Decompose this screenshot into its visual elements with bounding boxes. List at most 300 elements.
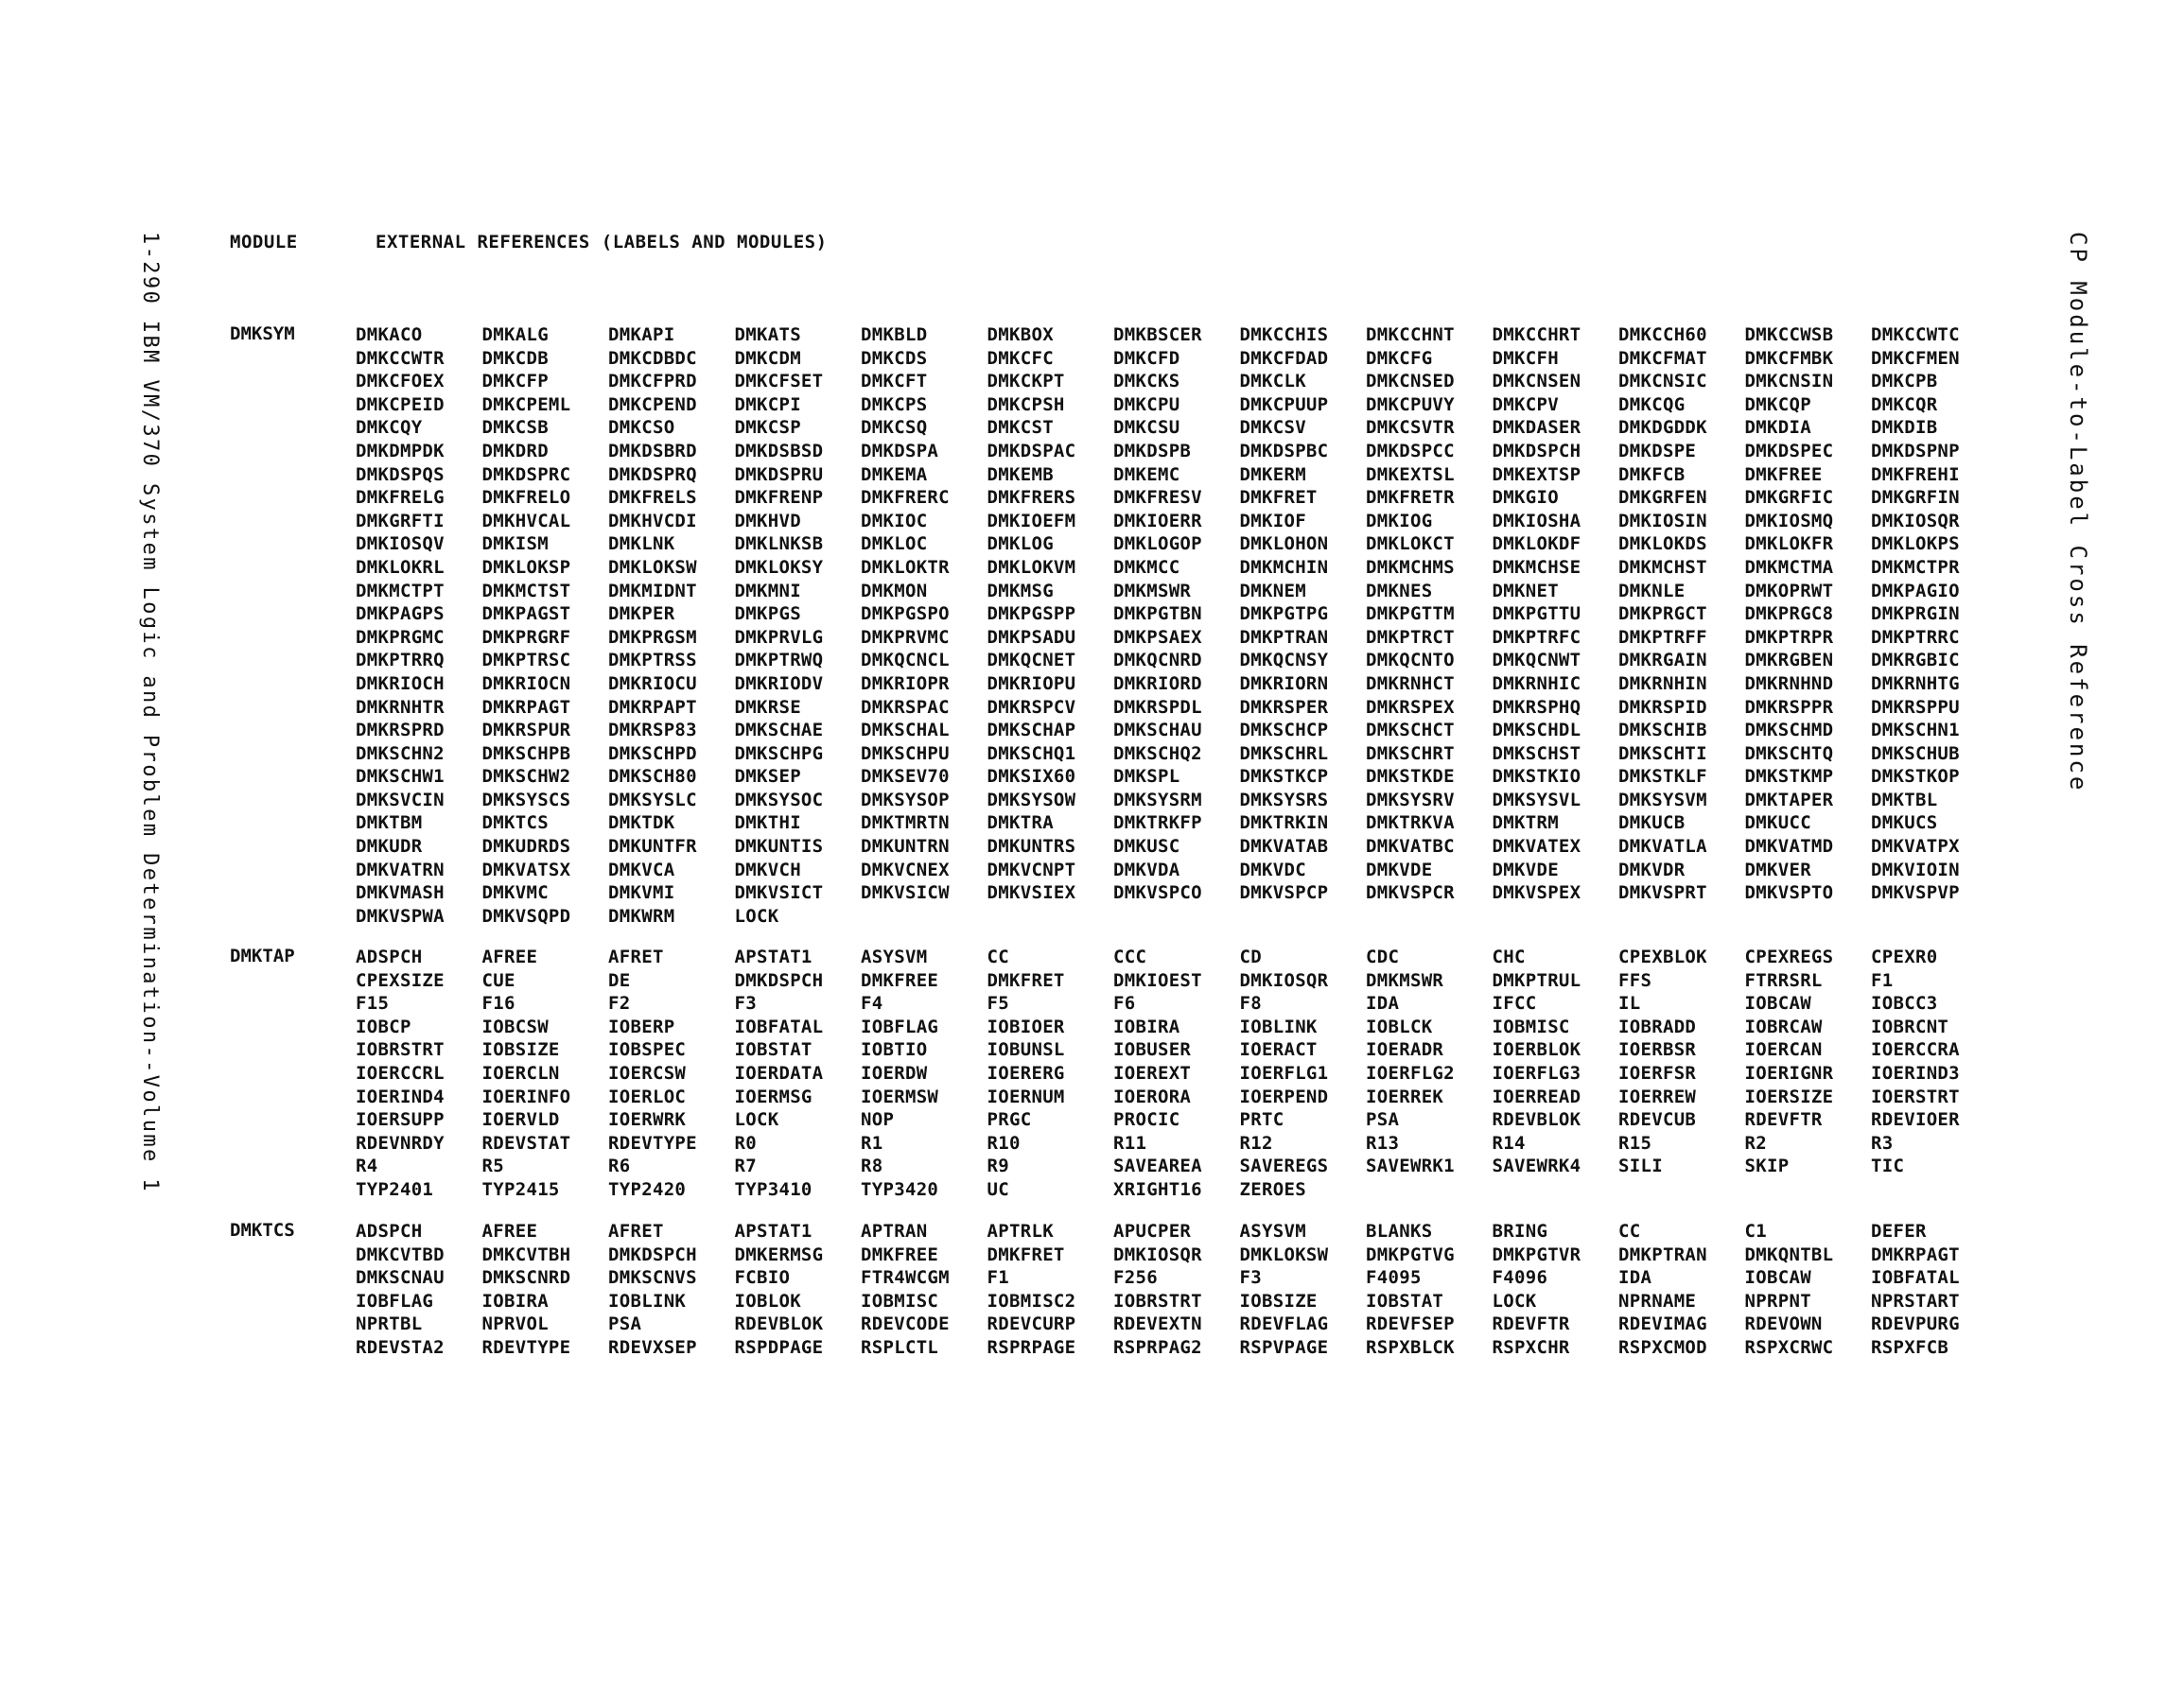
reference-label: IOEREXT bbox=[1113, 1062, 1192, 1084]
reference-label: DMKFREHI bbox=[1871, 463, 1960, 485]
reference-label: DMKFRET bbox=[1239, 487, 1318, 509]
reference-label: IOBCP bbox=[356, 1016, 411, 1037]
reference-label: DMKVDR bbox=[1618, 859, 1686, 880]
reference-label: IOERERG bbox=[987, 1062, 1065, 1084]
reference-label: R13 bbox=[1366, 1132, 1400, 1154]
reference-label: IOBSTAT bbox=[1366, 1290, 1444, 1312]
reference-label: DMKRSPDL bbox=[1113, 696, 1202, 718]
reference-label: DMKLOKPS bbox=[1871, 533, 1960, 555]
reference-label: DMKCNSED bbox=[1366, 371, 1455, 392]
reference-label: DMKSYSOP bbox=[861, 789, 950, 810]
reference-label: DMKVATRN bbox=[356, 859, 445, 880]
reference-label: DMKDGDDK bbox=[1618, 417, 1707, 439]
reference-label: DMKUCB bbox=[1618, 812, 1686, 834]
reference-label: DMKSYSLC bbox=[608, 789, 697, 810]
reference-label: NPRNAME bbox=[1618, 1290, 1697, 1312]
reference-label: RDEVSTAT bbox=[481, 1132, 571, 1154]
reference-label: R4 bbox=[356, 1156, 378, 1177]
reference-label: DMKSCHQ2 bbox=[1113, 742, 1202, 764]
reference-label: DMKCVTBD bbox=[356, 1244, 445, 1265]
reference-label: DMKHVD bbox=[734, 510, 801, 531]
reference-label: DMKVATLA bbox=[1618, 836, 1707, 858]
reference-label: DMKSIX60 bbox=[987, 766, 1076, 788]
reference-label: IOBRADD bbox=[1618, 1016, 1697, 1037]
reference-label: DMKPTRFF bbox=[1618, 626, 1707, 648]
reference-label: DMKLOKRL bbox=[356, 556, 445, 578]
reference-label: DMKUDR bbox=[356, 836, 423, 858]
reference-label: ASYSVM bbox=[1239, 1221, 1306, 1242]
reference-label: DMKRIOPU bbox=[987, 672, 1076, 694]
reference-label: DMKMCHSE bbox=[1492, 556, 1581, 578]
reference-label: DMKPAGST bbox=[481, 603, 571, 625]
reference-label: DMKTRKVA bbox=[1366, 812, 1455, 834]
reference-label: DMKQCNWT bbox=[1492, 650, 1581, 671]
reference-label: IOERINFO bbox=[481, 1086, 571, 1107]
reference-label: F2 bbox=[608, 993, 631, 1015]
reference-label: PRGC bbox=[987, 1109, 1032, 1131]
reference-label: DMKRIOCN bbox=[481, 672, 571, 694]
reference-label: DMKCSP bbox=[734, 417, 801, 439]
reference-label: DMKMCHIN bbox=[1239, 556, 1329, 578]
reference-label: DE bbox=[608, 969, 631, 991]
reference-label: IOERPEND bbox=[1239, 1086, 1329, 1107]
reference-label: DMKTCS bbox=[481, 812, 549, 834]
reference-label: DMKLOKSP bbox=[481, 556, 571, 578]
reference-label: IOBMISC bbox=[861, 1290, 939, 1312]
reference-label: DMKCPUVY bbox=[1366, 393, 1455, 415]
reference-label: DMKCDS bbox=[861, 347, 928, 369]
reference-label: DMKDSBRD bbox=[608, 440, 697, 461]
reference-label: DMKSCH80 bbox=[608, 766, 697, 788]
reference-label: IOERLOC bbox=[608, 1086, 687, 1107]
reference-label: DMKQCNCL bbox=[861, 650, 950, 671]
reference-label: DMKCNSIN bbox=[1744, 371, 1834, 392]
reference-label: RSPDPAGE bbox=[734, 1336, 824, 1358]
reference-list bbox=[356, 1220, 1998, 1360]
reference-label: DMKRIOCH bbox=[356, 672, 445, 694]
reference-label: DMKQCNSY bbox=[1239, 650, 1329, 671]
reference-label: F8 bbox=[1239, 993, 1262, 1015]
reference-label: ADSPCH bbox=[356, 1221, 423, 1242]
reference-label: DMKLOC bbox=[861, 533, 928, 555]
reference-label: RDEVBLOK bbox=[734, 1313, 824, 1335]
reference-label: DMKPTRAN bbox=[1618, 1244, 1707, 1265]
reference-label: DMKPGTVR bbox=[1492, 1244, 1581, 1265]
reference-label: DMKMON bbox=[861, 580, 928, 601]
reference-label: IOBRCNT bbox=[1871, 1016, 1949, 1037]
reference-label: DMKRSPUR bbox=[481, 720, 571, 741]
reference-label: AFRET bbox=[608, 947, 664, 967]
reference-label: IOERVLD bbox=[481, 1109, 560, 1131]
reference-label: APTRAN bbox=[861, 1221, 928, 1242]
reference-label: DMKSCHMD bbox=[1744, 720, 1834, 741]
reference-label: DMKLOKSW bbox=[608, 556, 697, 578]
reference-label: DMKAPI bbox=[608, 324, 675, 345]
reference-label: R12 bbox=[1239, 1132, 1273, 1154]
reference-label: IOERFSR bbox=[1618, 1062, 1697, 1084]
reference-label: R11 bbox=[1113, 1132, 1147, 1154]
reference-label: DMKVSPCP bbox=[1239, 882, 1329, 904]
reference-label: DMKRGAIN bbox=[1618, 650, 1707, 671]
reference-label: DMKRNHTG bbox=[1871, 672, 1960, 694]
reference-label: DMKCLK bbox=[1239, 371, 1306, 392]
reference-label: DMKSCHN1 bbox=[1871, 720, 1960, 741]
reference-label: DMKDMPDK bbox=[356, 440, 445, 461]
reference-label: DMKSYSOW bbox=[987, 789, 1076, 810]
reference-label: DMKSCNVS bbox=[608, 1267, 697, 1289]
reference-label: DMKGIO bbox=[1492, 487, 1559, 509]
reference-label: DMKPTRPR bbox=[1744, 626, 1834, 648]
reference-label: IOBSPEC bbox=[608, 1039, 687, 1061]
reference-label: DMKVATEX bbox=[1492, 836, 1581, 858]
reference-label: IOERDW bbox=[861, 1062, 928, 1084]
reference-label: DMKSCHRL bbox=[1239, 742, 1329, 764]
reference-label: DMKDSPCH bbox=[608, 1244, 697, 1265]
reference-label: IOERMSW bbox=[861, 1086, 939, 1107]
reference-label: DMKPTRRQ bbox=[356, 650, 445, 671]
reference-label: DMKEMC bbox=[1113, 463, 1180, 485]
reference-label: DMKEMB bbox=[987, 463, 1054, 485]
reference-label: F256 bbox=[1113, 1267, 1158, 1289]
reference-label: DMKFRERS bbox=[987, 487, 1076, 509]
reference-label: DMKTBM bbox=[356, 812, 423, 834]
reference-label: DMKCFSET bbox=[734, 371, 824, 392]
reference-label: DMKVIOIN bbox=[1871, 859, 1960, 880]
reference-label: DMKCFMBK bbox=[1744, 347, 1834, 369]
reference-label: IOERIND4 bbox=[356, 1086, 445, 1107]
reference-label: DMKCFP bbox=[481, 371, 549, 392]
reference-label: DMKRNHIC bbox=[1492, 672, 1581, 694]
reference-label: RSPRPAG2 bbox=[1113, 1336, 1202, 1358]
reference-label: RDEVFSEP bbox=[1366, 1313, 1455, 1335]
reference-label: DEFER bbox=[1871, 1221, 1927, 1242]
reference-label: DMKRIORN bbox=[1239, 672, 1329, 694]
reference-label: DMKVSICT bbox=[734, 882, 824, 904]
reference-label: DMKPTRSC bbox=[481, 650, 571, 671]
reference-label: DMKERMSG bbox=[734, 1244, 824, 1265]
reference-label: DMKTAPER bbox=[1744, 789, 1834, 810]
reference-label: F3 bbox=[1239, 1267, 1262, 1289]
reference-label: DMKPTRAN bbox=[1239, 626, 1329, 648]
reference-label: DMKTRM bbox=[1492, 812, 1559, 834]
reference-label: DMKDSPNP bbox=[1871, 440, 1960, 461]
reference-label: DMKSCHCT bbox=[1366, 720, 1455, 741]
reference-label: IOBUSER bbox=[1113, 1039, 1192, 1061]
reference-label: DMKLOKDS bbox=[1618, 533, 1707, 555]
reference-label: DMKSYSCS bbox=[481, 789, 571, 810]
reference-label: DMKIOF bbox=[1239, 510, 1306, 531]
reference-label: DMKCFG bbox=[1366, 347, 1433, 369]
reference-label: TYP3410 bbox=[734, 1178, 812, 1200]
reference-label: DMKPER bbox=[608, 603, 675, 625]
reference-label: DMKCCHRT bbox=[1492, 324, 1581, 345]
reference-label: IOBSTAT bbox=[734, 1039, 812, 1061]
reference-label: DMKSCHDL bbox=[1492, 720, 1581, 741]
reference-label: IOERBLOK bbox=[1492, 1039, 1581, 1061]
reference-label: UC bbox=[987, 1178, 1009, 1200]
reference-label: DMKDASER bbox=[1492, 417, 1581, 439]
reference-label: LOCK bbox=[734, 1109, 779, 1131]
reference-label: DMKFRELG bbox=[356, 487, 445, 509]
reference-label: DMKCCWTR bbox=[356, 347, 445, 369]
reference-label: F5 bbox=[987, 993, 1009, 1015]
reference-label: F4095 bbox=[1366, 1267, 1422, 1289]
reference-label: DMKVMI bbox=[608, 882, 675, 904]
reference-label: DMKPSADU bbox=[987, 626, 1076, 648]
reference-label: DMKDSPRQ bbox=[608, 463, 697, 485]
reference-label: DMKRGBIC bbox=[1871, 650, 1960, 671]
reference-label: DMKSPL bbox=[1113, 766, 1180, 788]
reference-label: R0 bbox=[734, 1132, 757, 1154]
reference-label: DMKMNI bbox=[734, 580, 801, 601]
reference-label: DMKVSICW bbox=[861, 882, 950, 904]
reference-label: DMKPTRFC bbox=[1492, 626, 1581, 648]
reference-label: DMKCCWTC bbox=[1871, 324, 1960, 345]
reference-label: DMKPRGRF bbox=[481, 626, 571, 648]
reference-label: LOCK bbox=[734, 905, 779, 927]
reference-label: IOERREW bbox=[1618, 1086, 1697, 1107]
reference-label: DMKIOSIN bbox=[1618, 510, 1707, 531]
reference-label: DMKSCNAU bbox=[356, 1267, 445, 1289]
reference-label: DMKSCHAE bbox=[734, 720, 824, 741]
reference-label: DMKVDC bbox=[1239, 859, 1306, 880]
reference-label: DMKVMASH bbox=[356, 882, 445, 904]
reference-label: TYP2420 bbox=[608, 1178, 687, 1200]
reference-label: DMKNLE bbox=[1618, 580, 1686, 601]
reference-label: DMKPRGMC bbox=[356, 626, 445, 648]
reference-label: RSPRPAGE bbox=[987, 1336, 1076, 1358]
reference-label: DMKVDE bbox=[1366, 859, 1433, 880]
reference-label: DMKVATMD bbox=[1744, 836, 1834, 858]
reference-label: DMKCNSEN bbox=[1492, 371, 1581, 392]
reference-label: DMKLOG bbox=[987, 533, 1054, 555]
reference-label: IOBFATAL bbox=[734, 1016, 824, 1037]
reference-label: PSA bbox=[1366, 1109, 1400, 1131]
reference-label: SAVEWRK4 bbox=[1492, 1156, 1581, 1177]
reference-label: IOERREAD bbox=[1492, 1086, 1581, 1107]
reference-label: RDEVFTR bbox=[1492, 1313, 1570, 1335]
reference-label: DMKFRETR bbox=[1366, 487, 1455, 509]
reference-label: R8 bbox=[861, 1156, 883, 1177]
reference-label: DMKEMA bbox=[861, 463, 928, 485]
reference-label: IOERORA bbox=[1113, 1086, 1192, 1107]
reference-label: DMKPGTTU bbox=[1492, 603, 1581, 625]
reference-label: IOERCSW bbox=[608, 1062, 687, 1084]
reference-label: DMKERM bbox=[1239, 463, 1306, 485]
reference-label: DMKCPEID bbox=[356, 393, 445, 415]
reference-label: RDEVNRDY bbox=[356, 1132, 445, 1154]
reference-label: DMKISM bbox=[481, 533, 549, 555]
reference-label: DMKVER bbox=[1744, 859, 1811, 880]
reference-label: NPRSTART bbox=[1871, 1290, 1960, 1312]
reference-label: DMKVSPCO bbox=[1113, 882, 1202, 904]
reference-label: R10 bbox=[987, 1132, 1021, 1154]
reference-label: RDEVOWN bbox=[1744, 1313, 1823, 1335]
reference-label: DMKVDA bbox=[1113, 859, 1180, 880]
reference-label: DMKRIORD bbox=[1113, 672, 1202, 694]
module-name: DMKSYM bbox=[230, 323, 295, 344]
reference-label: DMKPSAEX bbox=[1113, 626, 1202, 648]
reference-label: F3 bbox=[734, 993, 757, 1015]
reference-label: TYP3420 bbox=[861, 1178, 939, 1200]
reference-label: DMKDSPAC bbox=[987, 440, 1076, 461]
reference-label: DMKCSQ bbox=[861, 417, 928, 439]
reference-label: DMKVCA bbox=[608, 859, 675, 880]
reference-label: DMKVMC bbox=[481, 882, 549, 904]
reference-label: DMKSEV70 bbox=[861, 766, 950, 788]
reference-label: DMKFRELO bbox=[481, 487, 571, 509]
reference-label: DMKRSPPR bbox=[1744, 696, 1834, 718]
reference-label: AFREE bbox=[481, 947, 538, 967]
reference-label: DMKMSWR bbox=[1366, 969, 1444, 991]
reference-label: IOERCLN bbox=[481, 1062, 560, 1084]
reference-label: DMKSCHN2 bbox=[356, 742, 445, 764]
reference-label: DMKMCHMS bbox=[1366, 556, 1455, 578]
reference-label: CHC bbox=[1492, 947, 1526, 967]
reference-label: IOERCCRA bbox=[1871, 1039, 1960, 1061]
reference-label: DMKCQG bbox=[1618, 393, 1686, 415]
reference-label: BLANKS bbox=[1366, 1221, 1433, 1242]
reference-label: DMKPGSPO bbox=[861, 603, 950, 625]
reference-label: DMKPTRSS bbox=[608, 650, 697, 671]
reference-label: DMKVSPWA bbox=[356, 905, 445, 927]
reference-label: RDEVEXTN bbox=[1113, 1313, 1202, 1335]
reference-label: AFREE bbox=[481, 1221, 538, 1242]
reference-label: RDEVIMAG bbox=[1618, 1313, 1707, 1335]
reference-label: DMKRIOCU bbox=[608, 672, 697, 694]
reference-label: CC bbox=[1618, 1221, 1641, 1242]
reference-label: IOERCCRL bbox=[356, 1062, 445, 1084]
reference-label: RSPVPAGE bbox=[1239, 1336, 1329, 1358]
reference-label: DMKDSBSD bbox=[734, 440, 824, 461]
reference-label: DMKIOEFM bbox=[987, 510, 1076, 531]
reference-label: DMKSCHAU bbox=[1113, 720, 1202, 741]
reference-label: SAVEWRK1 bbox=[1366, 1156, 1455, 1177]
reference-label: F1 bbox=[987, 1267, 1009, 1289]
reference-label: DMKPRGC8 bbox=[1744, 603, 1834, 625]
reference-label: IOBLOK bbox=[734, 1290, 801, 1312]
reference-label: RSPXCRWC bbox=[1744, 1336, 1834, 1358]
reference-label: DMKCSVTR bbox=[1366, 417, 1455, 439]
reference-label: DMKDIB bbox=[1871, 417, 1938, 439]
reference-label: DMKUNTIS bbox=[734, 836, 824, 858]
reference-label: DMKCFT bbox=[861, 371, 928, 392]
reference-label: DMKCVTBH bbox=[481, 1244, 571, 1265]
reference-label: DMKSCHAP bbox=[987, 720, 1076, 741]
reference-label: IL bbox=[1618, 993, 1641, 1015]
reference-label: IOBMISC bbox=[1492, 1016, 1570, 1037]
reference-label: PROCIC bbox=[1113, 1109, 1180, 1131]
reference-label: DMKSYSVL bbox=[1492, 789, 1581, 810]
reference-label: DMKSCHUB bbox=[1871, 742, 1960, 764]
reference-label: DMKCPEND bbox=[608, 393, 697, 415]
reference-label: DMKPGS bbox=[734, 603, 801, 625]
reference-label: BRING bbox=[1492, 1221, 1548, 1242]
reference-label: IOERACT bbox=[1239, 1039, 1318, 1061]
reference-label: F4096 bbox=[1492, 1267, 1548, 1289]
reference-label: APSTAT1 bbox=[734, 947, 812, 967]
reference-label: DMKSTKOP bbox=[1871, 766, 1960, 788]
reference-label: DMKBSCER bbox=[1113, 324, 1202, 345]
reference-label: ADSPCH bbox=[356, 947, 423, 967]
reference-label: DMKLOGOP bbox=[1113, 533, 1202, 555]
reference-label: ASYSVM bbox=[861, 947, 928, 967]
reference-label: IOBFATAL bbox=[1871, 1267, 1960, 1289]
reference-label: DMKRSPEX bbox=[1366, 696, 1455, 718]
reference-label: CPEXR0 bbox=[1871, 947, 1938, 967]
reference-label: DMKSTKCP bbox=[1239, 766, 1329, 788]
reference-label: CUE bbox=[481, 969, 515, 991]
reference-label: DMKLOKVM bbox=[987, 556, 1076, 578]
reference-label: DMKSCHPG bbox=[734, 742, 824, 764]
reference-label: IOBFLAG bbox=[356, 1290, 434, 1312]
reference-label: CDC bbox=[1366, 947, 1400, 967]
reference-label: IOBIOER bbox=[987, 1016, 1065, 1037]
reference-label: DMKSCHTI bbox=[1618, 742, 1707, 764]
reference-label: RDEVBLOK bbox=[1492, 1109, 1581, 1131]
reference-label: DMKRSPID bbox=[1618, 696, 1707, 718]
reference-label: DMKCDM bbox=[734, 347, 801, 369]
reference-label: DMKSCHPD bbox=[608, 742, 697, 764]
reference-label: DMKRSPAC bbox=[861, 696, 950, 718]
reference-label: DMKUCC bbox=[1744, 812, 1811, 834]
reference-label: IOERSTRT bbox=[1871, 1086, 1960, 1107]
reference-label: DMKDSPA bbox=[861, 440, 939, 461]
reference-label: DMKFRET bbox=[987, 969, 1065, 991]
reference-label: RSPXCMOD bbox=[1618, 1336, 1707, 1358]
reference-label: IDA bbox=[1366, 993, 1400, 1015]
reference-label: DMKLNK bbox=[608, 533, 675, 555]
reference-label: SILI bbox=[1618, 1156, 1663, 1177]
reference-label: R6 bbox=[608, 1156, 631, 1177]
reference-label: DMKGRFIN bbox=[1871, 487, 1960, 509]
reference-label: DMKDSPCH bbox=[1492, 440, 1581, 461]
reference-label: RDEVCODE bbox=[861, 1313, 950, 1335]
reference-label: DMKCFH bbox=[1492, 347, 1559, 369]
reference-label: DMKSCHAL bbox=[861, 720, 950, 741]
reference-label: DMKSCHRT bbox=[1366, 742, 1455, 764]
reference-label: DMKSYSVM bbox=[1618, 789, 1707, 810]
reference-label: DMKRNHTR bbox=[356, 696, 445, 718]
reference-label: IOBLCK bbox=[1366, 1016, 1433, 1037]
reference-label: F4 bbox=[861, 993, 883, 1015]
reference-label: DMKEXTSP bbox=[1492, 463, 1581, 485]
reference-label: DMKSCHW1 bbox=[356, 766, 445, 788]
reference-label: DMKMIDNT bbox=[608, 580, 697, 601]
reference-label: DMKLOKFR bbox=[1744, 533, 1834, 555]
reference-label: RDEVCUB bbox=[1618, 1109, 1697, 1131]
reference-label: DMKVCH bbox=[734, 859, 801, 880]
reference-label: IOERCAN bbox=[1744, 1039, 1823, 1061]
reference-label: IOBCC3 bbox=[1871, 993, 1938, 1015]
reference-label: DMKSTKLF bbox=[1618, 766, 1707, 788]
reference-label: RDEVPURG bbox=[1871, 1313, 1960, 1335]
reference-label: DMKCQY bbox=[356, 417, 423, 439]
reference-label: DMKHVCAL bbox=[481, 510, 571, 531]
reference-label: IOERDATA bbox=[734, 1062, 824, 1084]
reference-label: DMKCFPRD bbox=[608, 371, 697, 392]
reference-label: DMKUNTRN bbox=[861, 836, 950, 858]
reference-label: DMKPTRWQ bbox=[734, 650, 824, 671]
reference-label: DMKUCS bbox=[1871, 812, 1938, 834]
reference-label: R15 bbox=[1618, 1132, 1652, 1154]
reference-label: IOBRCAW bbox=[1744, 1016, 1823, 1037]
reference-label: RSPLCTL bbox=[861, 1336, 939, 1358]
reference-label: DMKRPAPT bbox=[608, 696, 697, 718]
reference-label: SAVEAREA bbox=[1113, 1156, 1202, 1177]
reference-label: DMKFREE bbox=[861, 969, 939, 991]
left-margin-title: 1-290 IBM VM/370 System Logic and Problem Determination--Volume 1 bbox=[138, 232, 162, 1193]
